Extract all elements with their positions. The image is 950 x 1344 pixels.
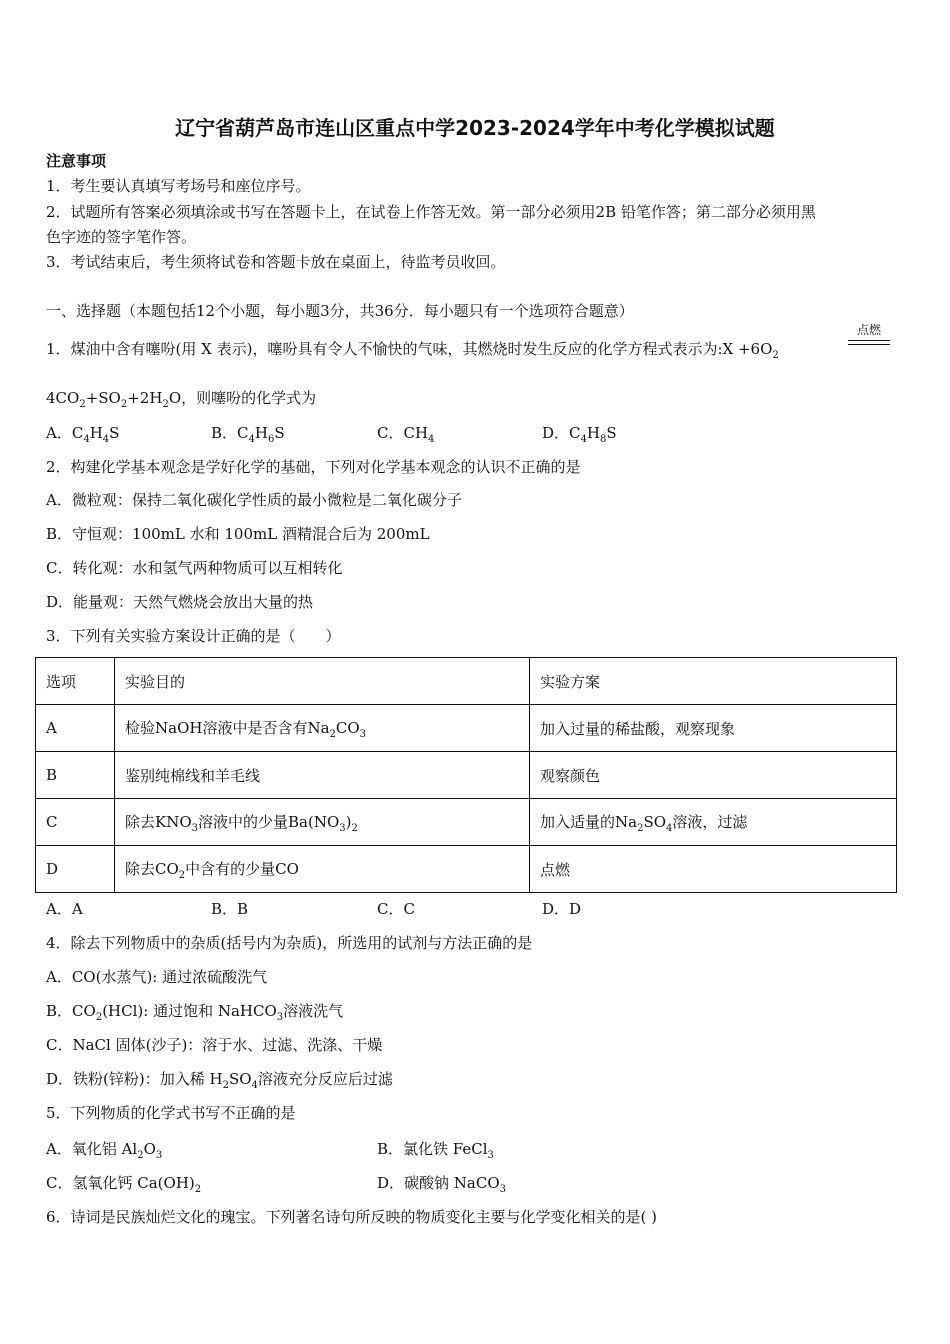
q4-option-c[interactable]: C．NaCl 固体(沙子)：溶于水、过滤、洗涤、干燥 [46,1036,383,1054]
q4-stem: 4．除去下列物质中的杂质(括号内为杂质)，所选用的试剂与方法正确的是 [46,934,533,952]
q1-option-b[interactable]: B．$C_4H_6S$ [211,424,285,445]
q2-option-b[interactable]: B．守恒观：100mL 水和 100mL 酒精混合后为 200mL [46,525,430,543]
notice-item-3: 3．考试结束后，考生须将试卷和答题卡放在桌面上，待监考员收回。 [46,253,506,271]
header-cell: 实验目的 [115,658,530,705]
q1-option-a[interactable]: A．$C_4H_4S$ [46,424,120,445]
section-heading: 一、选择题（本题包括12个小题，每小题3分，共36分．每小题只有一个选项符合题意） [46,302,634,320]
q3-option-a[interactable]: A．A [46,900,83,918]
row-plan: 加入适量的$Na_2SO_4$溶液，过滤 [530,799,897,846]
row-goal: 鉴别纯棉线和羊毛线 [115,752,530,799]
equation-bar-top [848,340,890,341]
q3-option-d[interactable]: D．D [542,900,582,918]
q3-option-b[interactable]: B．B [211,900,249,918]
row-plan: 观察颜色 [530,752,897,799]
q5-option-d[interactable]: D．碳酸钠 NaCO$_3$ [377,1174,507,1195]
q2-option-a[interactable]: A．微粒观：保持二氧化碳化学性质的最小微粒是二氧化碳分子 [46,491,462,509]
table-row [36,752,897,799]
reaction-condition: 点燃 [856,323,881,337]
q4-option-d[interactable]: D．铁粉(锌粉)：加入稀 $H_2SO_4$溶液充分反应后过滤 [46,1070,393,1091]
q3-stem: 3．下列有关实验方案设计正确的是（ ） [46,627,341,645]
notice-heading: 注意事项 [46,152,107,170]
row-goal: 检验NaOH溶液中是否含有$Na_2CO_3$ [115,705,530,752]
q4-option-a[interactable]: A．CO(水蒸气): 通过浓硫酸洗气 [46,968,268,986]
q2-option-d[interactable]: D．能量观：天然气燃烧会放出大量的热 [46,593,314,611]
notice-item-2b: 色字迹的签字笔作答。 [46,228,197,246]
row-plan: 点燃 [530,846,897,893]
q5-option-a[interactable]: A．氧化铝 $Al_2O_3$ [46,1140,163,1161]
header-cell: 实验方案 [530,658,897,705]
equation-bar-bottom [848,344,890,345]
q5-option-b[interactable]: B．氯化铁 FeCl$_3$ [377,1140,494,1161]
notice-item-2a: 2．试题所有答案必须填涂或书写在答题卡上，在试卷上作答无效。第一部分必须用2B 铅笔作答；第二部分必须用黑 [46,203,816,221]
table-row [36,799,897,846]
q1-option-d[interactable]: D．$C_4H_8S$ [542,424,617,445]
q5-stem: 5．下列物质的化学式书写不正确的是 [46,1104,296,1122]
row-key: D [36,846,115,893]
row-key: C [36,799,115,846]
q4-option-b[interactable]: B．$CO_2(HCl)$: 通过饱和 NaHCO$_3$溶液洗气 [46,1002,344,1023]
q1-stem-cont: $4CO_2+SO_2+2H_2O$，则噻吩的化学式为 [46,389,317,410]
q3-option-c[interactable]: C．C [377,900,415,918]
row-goal: 除去$KNO_3$溶液中的少量$Ba(NO_3)_2$ [115,799,530,846]
row-plan: 加入过量的稀盐酸，观察现象 [530,705,897,752]
q2-stem: 2．构建化学基本观念是学好化学的基础，下列对化学基本观念的认识不正确的是 [46,458,581,476]
row-key: B [36,752,115,799]
table-row [36,705,897,752]
q5-option-c[interactable]: C．氢氧化钙 $Ca(OH)_2$ [46,1174,202,1195]
row-goal: 除去$CO_2$中含有的少量CO [115,846,530,893]
experiment-table [35,657,897,893]
q2-option-c[interactable]: C．转化观：水和氢气两种物质可以互相转化 [46,559,343,577]
table-row [36,846,897,893]
header-cell: 选项 [36,658,115,705]
page-title: 辽宁省葫芦岛市连山区重点中学2023-2024学年中考化学模拟试题 [175,116,775,140]
q6-stem: 6．诗词是民族灿烂文化的瑰宝。下列著名诗句所反映的物质变化主要与化学变化相关的是( ) [46,1208,658,1226]
q1-stem: 1．煤油中含有噻吩(用 X 表示)，噻吩具有令人不愉快的气味，其燃烧时发生反应的化学方程式表示为:X $+6O_2$ [46,340,779,361]
row-key: A [36,705,115,752]
notice-item-1: 1．考生要认真填写考场号和座位序号。 [46,177,311,195]
q1-option-c[interactable]: C．$CH_4$ [377,424,435,445]
table-header-row [36,658,897,705]
